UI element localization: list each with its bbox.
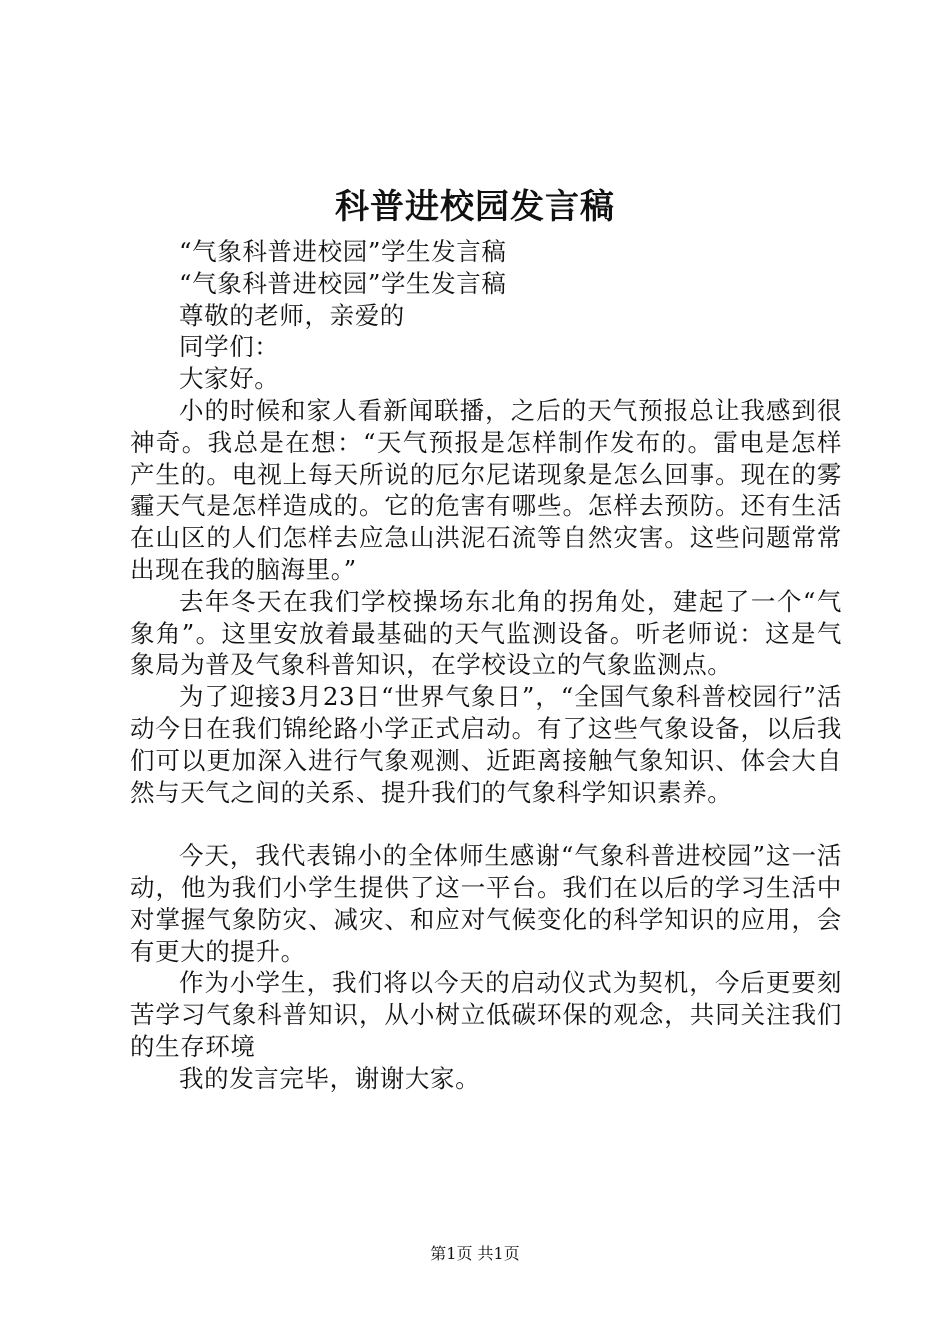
paragraph: “气象科普进校园”学生发言稿 (179, 268, 507, 298)
paragraph: “气象科普进校园”学生发言稿 (179, 237, 507, 266)
document-body (130, 236, 842, 1095)
paragraph: 我的发言完毕，谢谢大家。 (179, 1063, 481, 1093)
blank-line (130, 808, 842, 840)
paragraph: 去年冬天在我们学校操场东北角的拐角处，建起了一个“气象角”。这里安放着最基础的天气监测设备。听老师说：这是气象局为普及气象科普知识，在学校设立的气象监测点。 (130, 586, 842, 680)
paragraph: 同学们： (179, 332, 280, 362)
page-number-footer: 第1页 共1页 (430, 1244, 520, 1263)
paragraph: 作为小学生，我们将以今天的启动仪式为契机，今后更要刻苦学习气象科普知识，从小树立低碳环保的观念，共同关注我们的生存环境 (130, 968, 842, 1061)
paragraph: 小的时候和家人看新闻联播，之后的天气预报总让我感到很神奇。我总是在想：“天气预报是怎样制作发布的。雷电是怎样产生的。电视上每天所说的厄尔尼诺现象是怎么回事。现在的雾霾天气是怎样造成的。它的危害有哪些。怎样去预防。还有生活在山区的人们怎样去应急山洪泥石流等自然灾害。这些问题常常出现在我的脑海里。” (130, 395, 842, 584)
paragraph: 大家好。 (179, 364, 280, 394)
paragraph: 尊敬的老师，亲爱的 (179, 300, 405, 330)
paragraph: 今天，我代表锦小的全体师生感谢“气象科普进校园”这一活动，他为我们小学生提供了这一平台。我们在以后的学习生活中对掌握气象防灾、减灾、和应对气候变化的科学知识的应用，会有更大的提升。 (130, 841, 842, 966)
document-title: 科普进校园发言稿 (335, 187, 615, 227)
paragraph: 为了迎接3月23日“世界气象日”，“全国气象科普校园行”活动今日在我们锦纶路小学正式启动。有了这些气象设备，以后我们可以更加深入进行气象观测、近距离接触气象知识、体会大自然与天气之间的关系、提升我们的气象科学知识素养。 (130, 682, 842, 807)
